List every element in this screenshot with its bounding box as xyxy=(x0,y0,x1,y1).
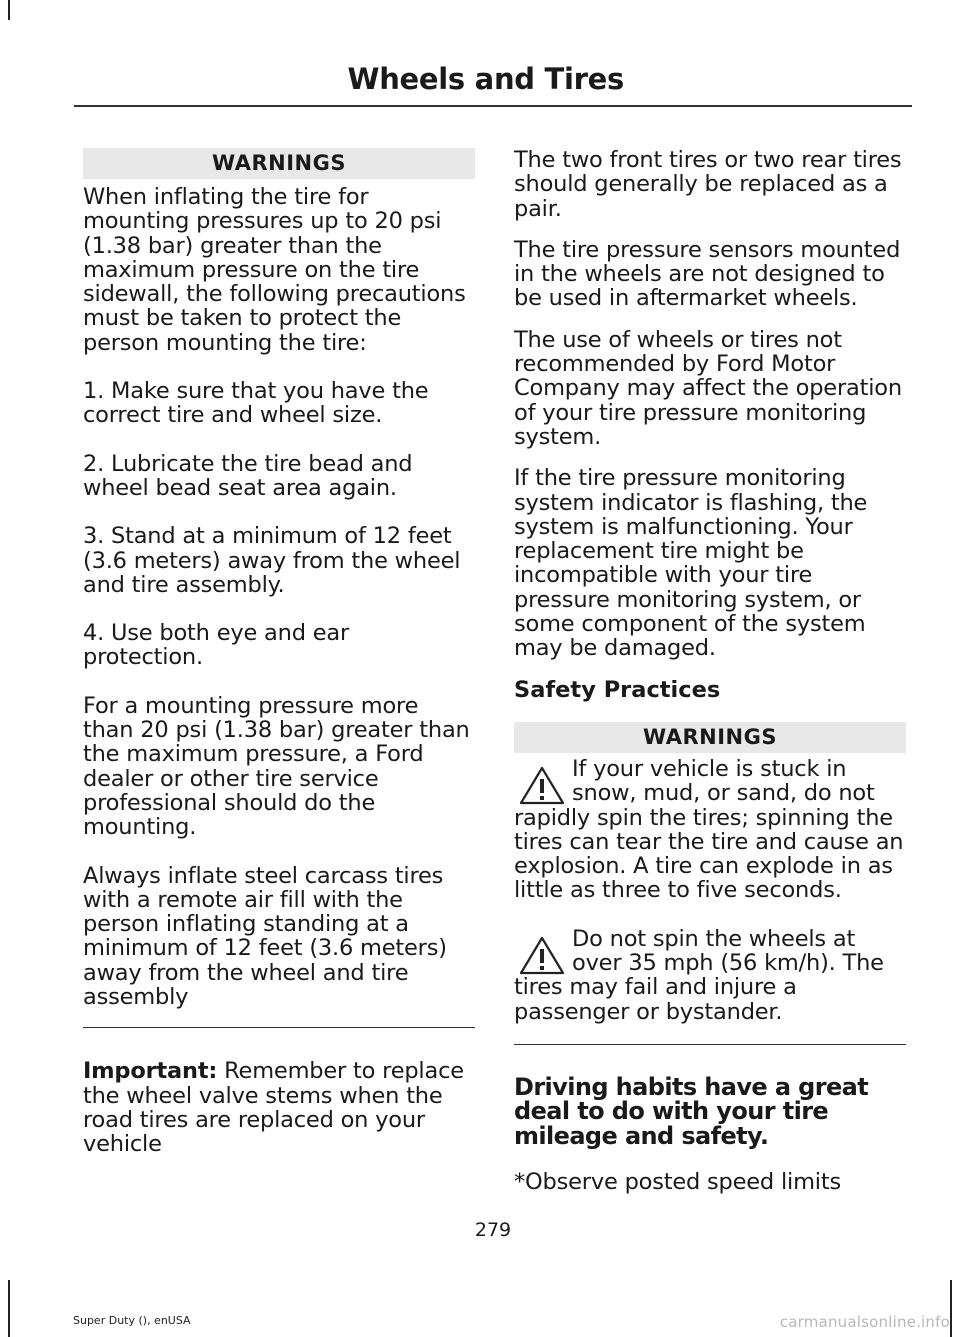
warning-spin-tires xyxy=(514,757,906,903)
step-4: 4. Use both eye and ear protection. xyxy=(83,620,350,671)
right-column xyxy=(514,148,906,1218)
warnings-heading: WARNINGS xyxy=(83,148,475,179)
warnings-heading-right: WARNINGS xyxy=(514,722,906,753)
warning-end-rule-right xyxy=(514,1044,906,1045)
important-label: Important: xyxy=(83,1058,218,1085)
step-3: 3. Stand at a minimum of 12 feet (3.6 meters) away from the wheel and tire assembly. xyxy=(83,523,461,598)
observe-speed-limits: *Observe posted speed limits xyxy=(514,1168,841,1195)
inflate-paragraph: Always inflate steel carcass tires with a remote air fill with the person inflating standing at a minimum of 12 feet (3.6 meters) away from the wheel and tire assembly xyxy=(83,862,447,1011)
sensors-paragraph: The tire pressure sensors mounted in the wheels are not designed to be used in aftermarket wheels. xyxy=(514,236,901,312)
warning-spin-text: If your vehicle is stuck in snow, mud, or sand, do not rapidly spin the tires; spinning the tires can tear the tire and cause an explosion. A tire can explode in as little as three to five seconds. xyxy=(514,755,904,904)
indicator-paragraph: If the tire pressure monitoring system indicator is flashing, the system is malfunctioning. Your replacement tire might be incompatible with your tire pressure monitoring system, or some component of the system may be damaged. xyxy=(514,465,868,662)
watermark: carmanualsonline.info xyxy=(779,1313,950,1331)
mounting-paragraph: For a mounting pressure more than 20 psi (1.38 bar) greater than the maximum pressure, a Ford dealer or other tire service professional should do the mounting. xyxy=(83,692,470,841)
left-column xyxy=(83,148,475,1181)
driving-habits-heading: Driving habits have a great deal to do with your tire mileage and safety. xyxy=(514,1072,869,1150)
page-number: 279 xyxy=(474,1219,512,1241)
edition-label: Super Duty (), enUSA xyxy=(73,1314,191,1327)
warning-intro: When inflating the tire for mounting pressures up to 20 psi (1.38 bar) greater than the maximum pressure on the tire sidewall, the following precautions must be taken to protect the person mounting the tire: xyxy=(83,184,466,356)
warning-triangle-icon xyxy=(518,765,566,805)
warning-end-rule xyxy=(83,1027,475,1028)
crop-mark xyxy=(950,1280,952,1337)
warning-speed-text: Do not spin the wheels at over 35 mph (56 km/h). The tires may fail and injure a passenger or bystander. xyxy=(514,925,884,1025)
header-divider xyxy=(74,105,912,107)
important-text: Remember to replace the wheel valve stems when the road tires are replaced on your vehicle xyxy=(83,1058,464,1158)
crop-mark xyxy=(8,1280,10,1337)
warning-wheel-speed xyxy=(514,927,906,1024)
step-1: 1. Make sure that you have the correct tire and wheel size. xyxy=(83,378,429,429)
page-title: Wheels and Tires xyxy=(347,62,624,96)
safety-practices-heading: Safety Practices xyxy=(514,676,721,703)
pair-paragraph: The two front tires or two rear tires should generally be replaced as a pair. xyxy=(514,147,902,222)
step-2: 2. Lubricate the tire bead and wheel bead seat area again. xyxy=(83,450,413,501)
crop-mark xyxy=(8,0,10,20)
use-paragraph: The use of wheels or tires not recommended by Ford Motor Company may affect the operation of your tire pressure monitoring system. xyxy=(514,326,902,450)
warning-triangle-icon xyxy=(518,935,566,975)
important-note xyxy=(83,1059,475,1156)
